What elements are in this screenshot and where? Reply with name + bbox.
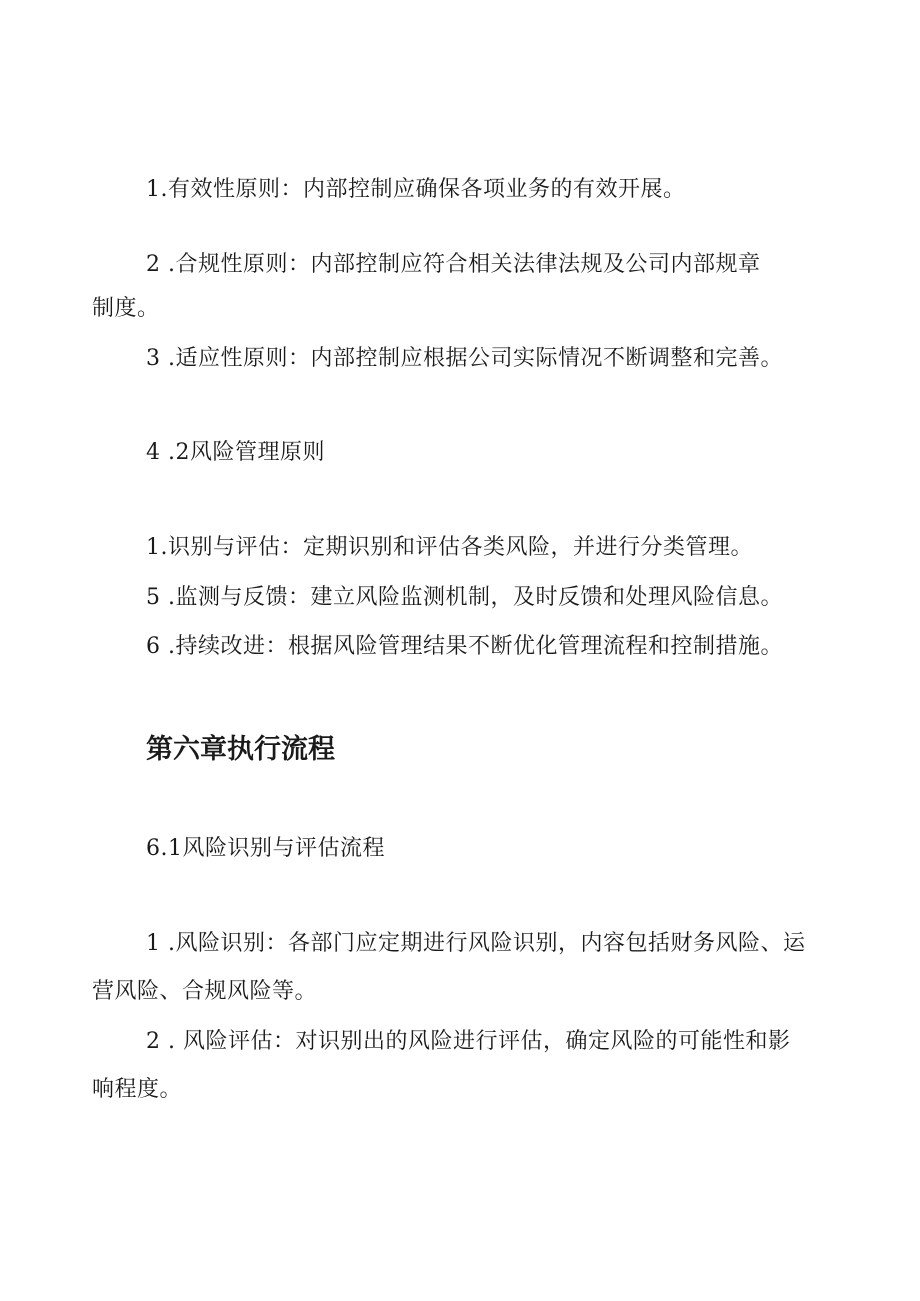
process-assess-line1: 2 . 风险评估：对识别出的风险进行评估，确定风险的可能性和影: [146, 1029, 791, 1054]
risk-principle-monitor: 5 .监测与反馈：建立风险监测机制，及时反馈和处理风险信息。: [146, 585, 783, 610]
process-identify-line1: 1 .风险识别：各部门应定期进行风险识别，内容包括财务风险、运: [146, 931, 806, 956]
process-identify-line2: 营风险、合规风险等。: [92, 979, 318, 1004]
process-assess-line2: 响程度。: [92, 1077, 183, 1102]
principle-adaptability: 3 .适应性原则：内部控制应根据公司实际情况不断调整和完善。: [146, 346, 783, 371]
principle-compliance-line1: 2 .合规性原则：内部控制应符合相关法律法规及公司内部规章: [146, 252, 761, 277]
section-title: 6.1风险识别与评估流程: [146, 836, 385, 861]
risk-principle-improve: 6 .持续改进：根据风险管理结果不断优化管理流程和控制措施。: [146, 634, 783, 659]
risk-principles-title: 4 .2风险管理原则: [146, 440, 325, 465]
principle-compliance-line2: 制度。: [92, 296, 160, 321]
chapter-title: 第六章执行流程: [146, 734, 335, 765]
principle-effectiveness: 1.有效性原则：内部控制应确保各项业务的有效开展。: [146, 177, 686, 202]
risk-principle-identify: 1.识别与评估：定期识别和评估各类风险，并进行分类管理。: [146, 535, 753, 560]
